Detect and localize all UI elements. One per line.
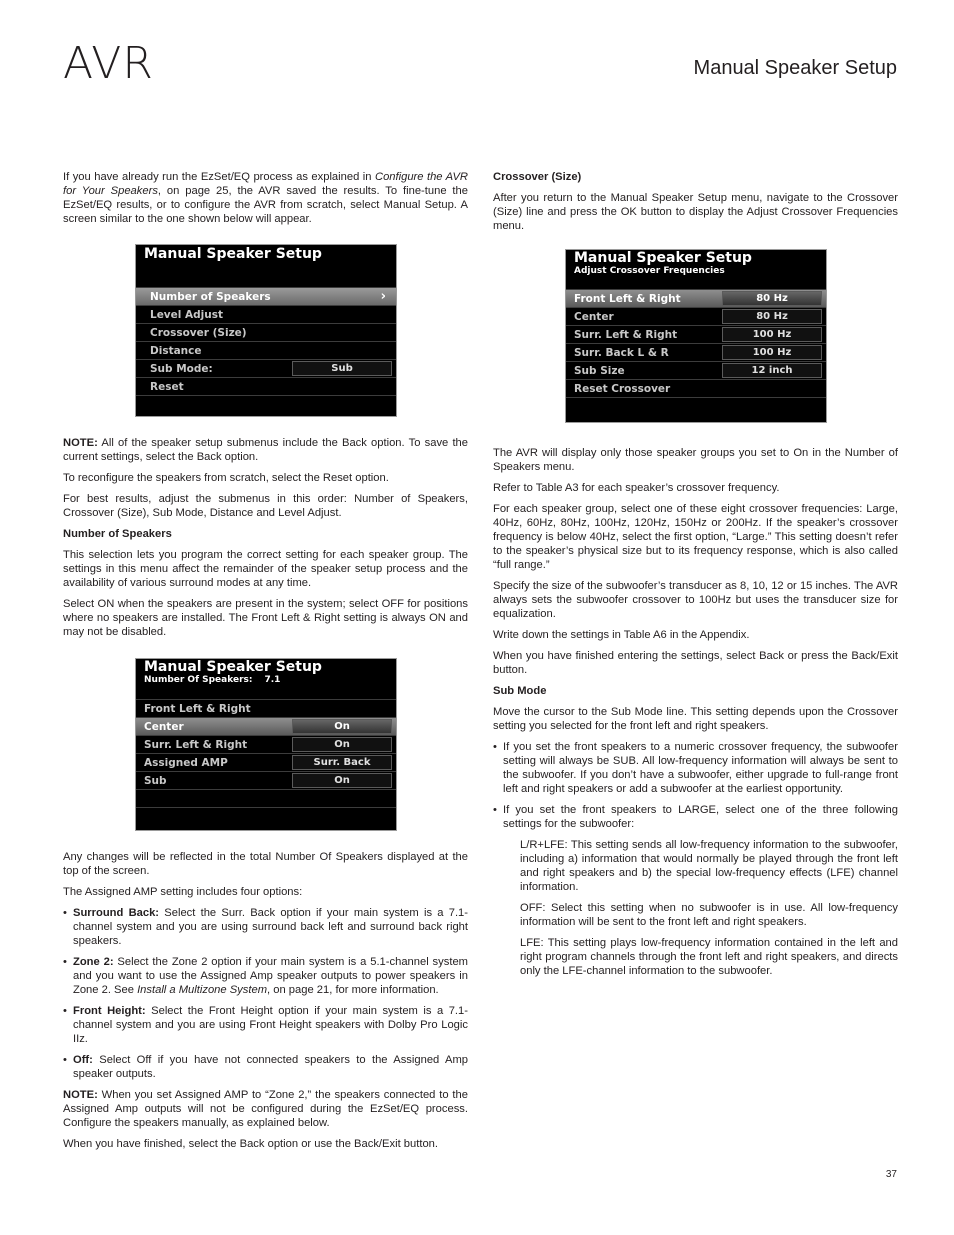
sub-mode-value[interactable]: Sub: [292, 361, 392, 376]
indented-paragraph: L/R+LFE: This setting sends all low-frequency information to the subwoofer, including a) information that would normally be played through the front left and right speakers and b) the special low-frequency effects (LFE) channel information.: [520, 839, 898, 893]
speaker-row-empty: [136, 789, 396, 807]
list-item: • Zone 2: Select the Zone 2 option if your main system is a 5.1-channel system and you want to use the Assigned Amp speaker outputs to power speakers in Zone 2. See Install a Multizone System, on page 21, for more information.: [63, 956, 468, 996]
speaker-row-assigned-amp[interactable]: Assigned AMP Surr. Back: [136, 753, 396, 771]
sub-mode-heading: Sub Mode: [493, 685, 547, 697]
menu-item-empty: [136, 395, 396, 413]
speaker-row-surr-left-right[interactable]: Surr. Left & Right On: [136, 735, 396, 753]
note-paragraph: NOTE: When you set Assigned AMP to “Zone 2,” the speakers connected to the Assigned Amp outputs will not be configured during the EzSet/EQ process. Configure the speakers manually, as explained below.: [63, 1089, 468, 1129]
front-crossover-value[interactable]: 80 Hz: [722, 291, 822, 306]
menu-subtitle: Adjust Crossover Frequencies: [574, 266, 725, 276]
list-item: • If you set the front speakers to LARGE, select one of the three following settings for the subwoofer:: [493, 804, 898, 830]
indented-paragraph: LFE: This setting plays low-frequency information contained in the left and right program channels through the front left and right speakers, and directs only the LFE-channel information to the subwoofer.: [520, 937, 898, 977]
crossover-paragraph: After you return to the Manual Speaker Setup menu, navigate to the Crossover (Size) line and press the OK button to display the Adjust Crossover Frequencies menu.: [493, 192, 898, 232]
finished-paragraph: When you have finished, select the Back option or use the Back/Exit button.: [63, 1138, 438, 1150]
page-number: 37: [885, 1169, 897, 1180]
paragraph: Move the cursor to the Sub Mode line. This setting depends upon the Crossover setting you selected for the front left and right speakers.: [493, 706, 898, 732]
crossover-row-empty: [566, 397, 826, 415]
avr-logo: AVR: [63, 38, 154, 89]
adjust-crossover-menu: [565, 249, 827, 423]
speaker-row-front-left-right[interactable]: Front Left & Right: [136, 699, 396, 717]
list-item: • If you set the front speakers to a numeric crossover frequency, the subwoofer setting will always be SUB. All low-frequency information will always be sent to the subwoofer. If you don’t have a subwoofer, either upgrade to full-range front left and right speakers or add a subwoofer at the earliest opportunity.: [493, 741, 898, 795]
center-crossover-value[interactable]: 80 Hz: [722, 309, 822, 324]
chevron-right-icon: ›: [380, 288, 386, 304]
reconfigure-paragraph: To reconfigure the speakers from scratch, select the Reset option.: [63, 472, 389, 484]
menu-item-crossover[interactable]: Crossover (Size): [136, 323, 396, 341]
sub-value[interactable]: On: [292, 773, 392, 788]
menu-title: Manual Speaker Setup: [574, 250, 752, 266]
changes-paragraph: Any changes will be reflected in the total Number Of Speakers displayed at the top of the screen.: [63, 851, 468, 877]
number-of-speakers-heading: Number of Speakers: [63, 528, 172, 540]
crossover-row-reset[interactable]: Reset Crossover: [566, 379, 826, 397]
crossover-row-surr-back[interactable]: Surr. Back L & R 100 Hz: [566, 343, 826, 361]
paragraph: Refer to Table A3 for each speaker’s crossover frequency.: [493, 482, 780, 494]
paragraph: When you have finished entering the settings, select Back or press the Back/Exit button.: [493, 650, 898, 676]
number-of-speakers-paragraph-2: Select ON when the speakers are present in the system; select OFF for positions where no speakers are installed. The Front Left & Right setting is always ON and may not be disabled.: [63, 598, 468, 638]
paragraph: For each speaker group, select one of these eight crossover frequencies: Large, 40Hz, 60Hz, 80Hz, 100Hz, 120Hz, 150Hz or 200Hz. If the speaker’s crossover frequency is below 40Hz, select the first option, “Large.” This setting doesn’t refer to the speaker’s physical size but to its frequency response, which is also called “full range.”: [493, 503, 898, 571]
section-title: Manual Speaker Setup: [693, 57, 897, 79]
manual-speaker-setup-menu: [135, 244, 397, 417]
assigned-amp-paragraph: The Assigned AMP setting includes four options:: [63, 886, 303, 898]
paragraph: Specify the size of the subwoofer’s transducer as 8, 10, 12 or 15 inches. The AVR always sets the subwoofer crossover to 100Hz but uses the transducer size for equalization.: [493, 580, 898, 620]
surr-value[interactable]: On: [292, 737, 392, 752]
list-item: • Front Height: Select the Front Height option if your main system is a 7.1-channel system and you are using Front Height speakers with Dolby Pro Logic IIz.: [63, 1005, 468, 1045]
speaker-row-empty: [136, 807, 396, 825]
intro-paragraph: If you have already run the EzSet/EQ process as explained in Configure the AVR for Your Speakers, on page 25, the AVR saved the results. To fine-tune the EzSet/EQ results, or to configure the AVR from scratch, select Manual Setup. A screen similar to the one shown below will appear.: [63, 171, 468, 225]
list-item: • Off: Select Off if you have not connected speakers to the Assigned Amp speaker outputs.: [63, 1054, 468, 1080]
right-column: [493, 170, 898, 985]
note-paragraph: NOTE: All of the speaker setup submenus include the Back option. To save the current settings, select the Back option.: [63, 437, 468, 463]
indented-paragraph: OFF: Select this setting when no subwoofer is in use. All low-frequency information will be sent to the front left and right speakers.: [520, 902, 898, 928]
menu-item-level-adjust[interactable]: Level Adjust: [136, 305, 396, 323]
crossover-row-front-left-right[interactable]: Front Left & Right 80 Hz: [566, 289, 826, 307]
menu-title: Manual Speaker Setup: [144, 659, 322, 675]
menu-item-reset[interactable]: Reset: [136, 377, 396, 395]
menu-title: Manual Speaker Setup: [144, 246, 322, 262]
crossover-heading: Crossover (Size): [493, 171, 582, 183]
menu-item-distance[interactable]: Distance: [136, 341, 396, 359]
paragraph: The AVR will display only those speaker groups you set to On in the Number of Speakers menu.: [493, 447, 898, 473]
surr-back-crossover-value[interactable]: 100 Hz: [722, 345, 822, 360]
speaker-row-center[interactable]: Center On: [136, 717, 396, 735]
assigned-amp-value[interactable]: Surr. Back: [292, 755, 392, 770]
center-value[interactable]: On: [292, 719, 392, 734]
menu-item-sub-mode[interactable]: Sub Mode: Sub: [136, 359, 396, 377]
menu-subtitle: Number Of Speakers: 7.1: [144, 675, 281, 685]
left-column: [63, 170, 468, 1158]
order-paragraph: For best results, adjust the submenus in this order: Number of Speakers, Crossover (Size), Sub Mode, Distance and Level Adjust.: [63, 493, 468, 519]
crossover-row-center[interactable]: Center 80 Hz: [566, 307, 826, 325]
crossover-row-sub-size[interactable]: Sub Size 12 inch: [566, 361, 826, 379]
sub-size-value[interactable]: 12 inch: [722, 363, 822, 378]
list-item: • Surround Back: Select the Surr. Back option if your main system is a 7.1-channel system and you are using surround back left and surround back right speakers.: [63, 907, 468, 947]
number-of-speakers-paragraph-1: This selection lets you program the correct setting for each speaker group. The settings in this menu affect the remainder of the speaker setup process and the availability of various surround modes at any time.: [63, 549, 468, 589]
menu-item-number-of-speakers[interactable]: Number of Speakers ›: [136, 287, 396, 305]
surr-crossover-value[interactable]: 100 Hz: [722, 327, 822, 342]
paragraph: Write down the settings in Table A6 in the Appendix.: [493, 629, 750, 641]
number-of-speakers-menu: [135, 658, 397, 831]
crossover-row-surr-left-right[interactable]: Surr. Left & Right 100 Hz: [566, 325, 826, 343]
speaker-row-sub[interactable]: Sub On: [136, 771, 396, 789]
